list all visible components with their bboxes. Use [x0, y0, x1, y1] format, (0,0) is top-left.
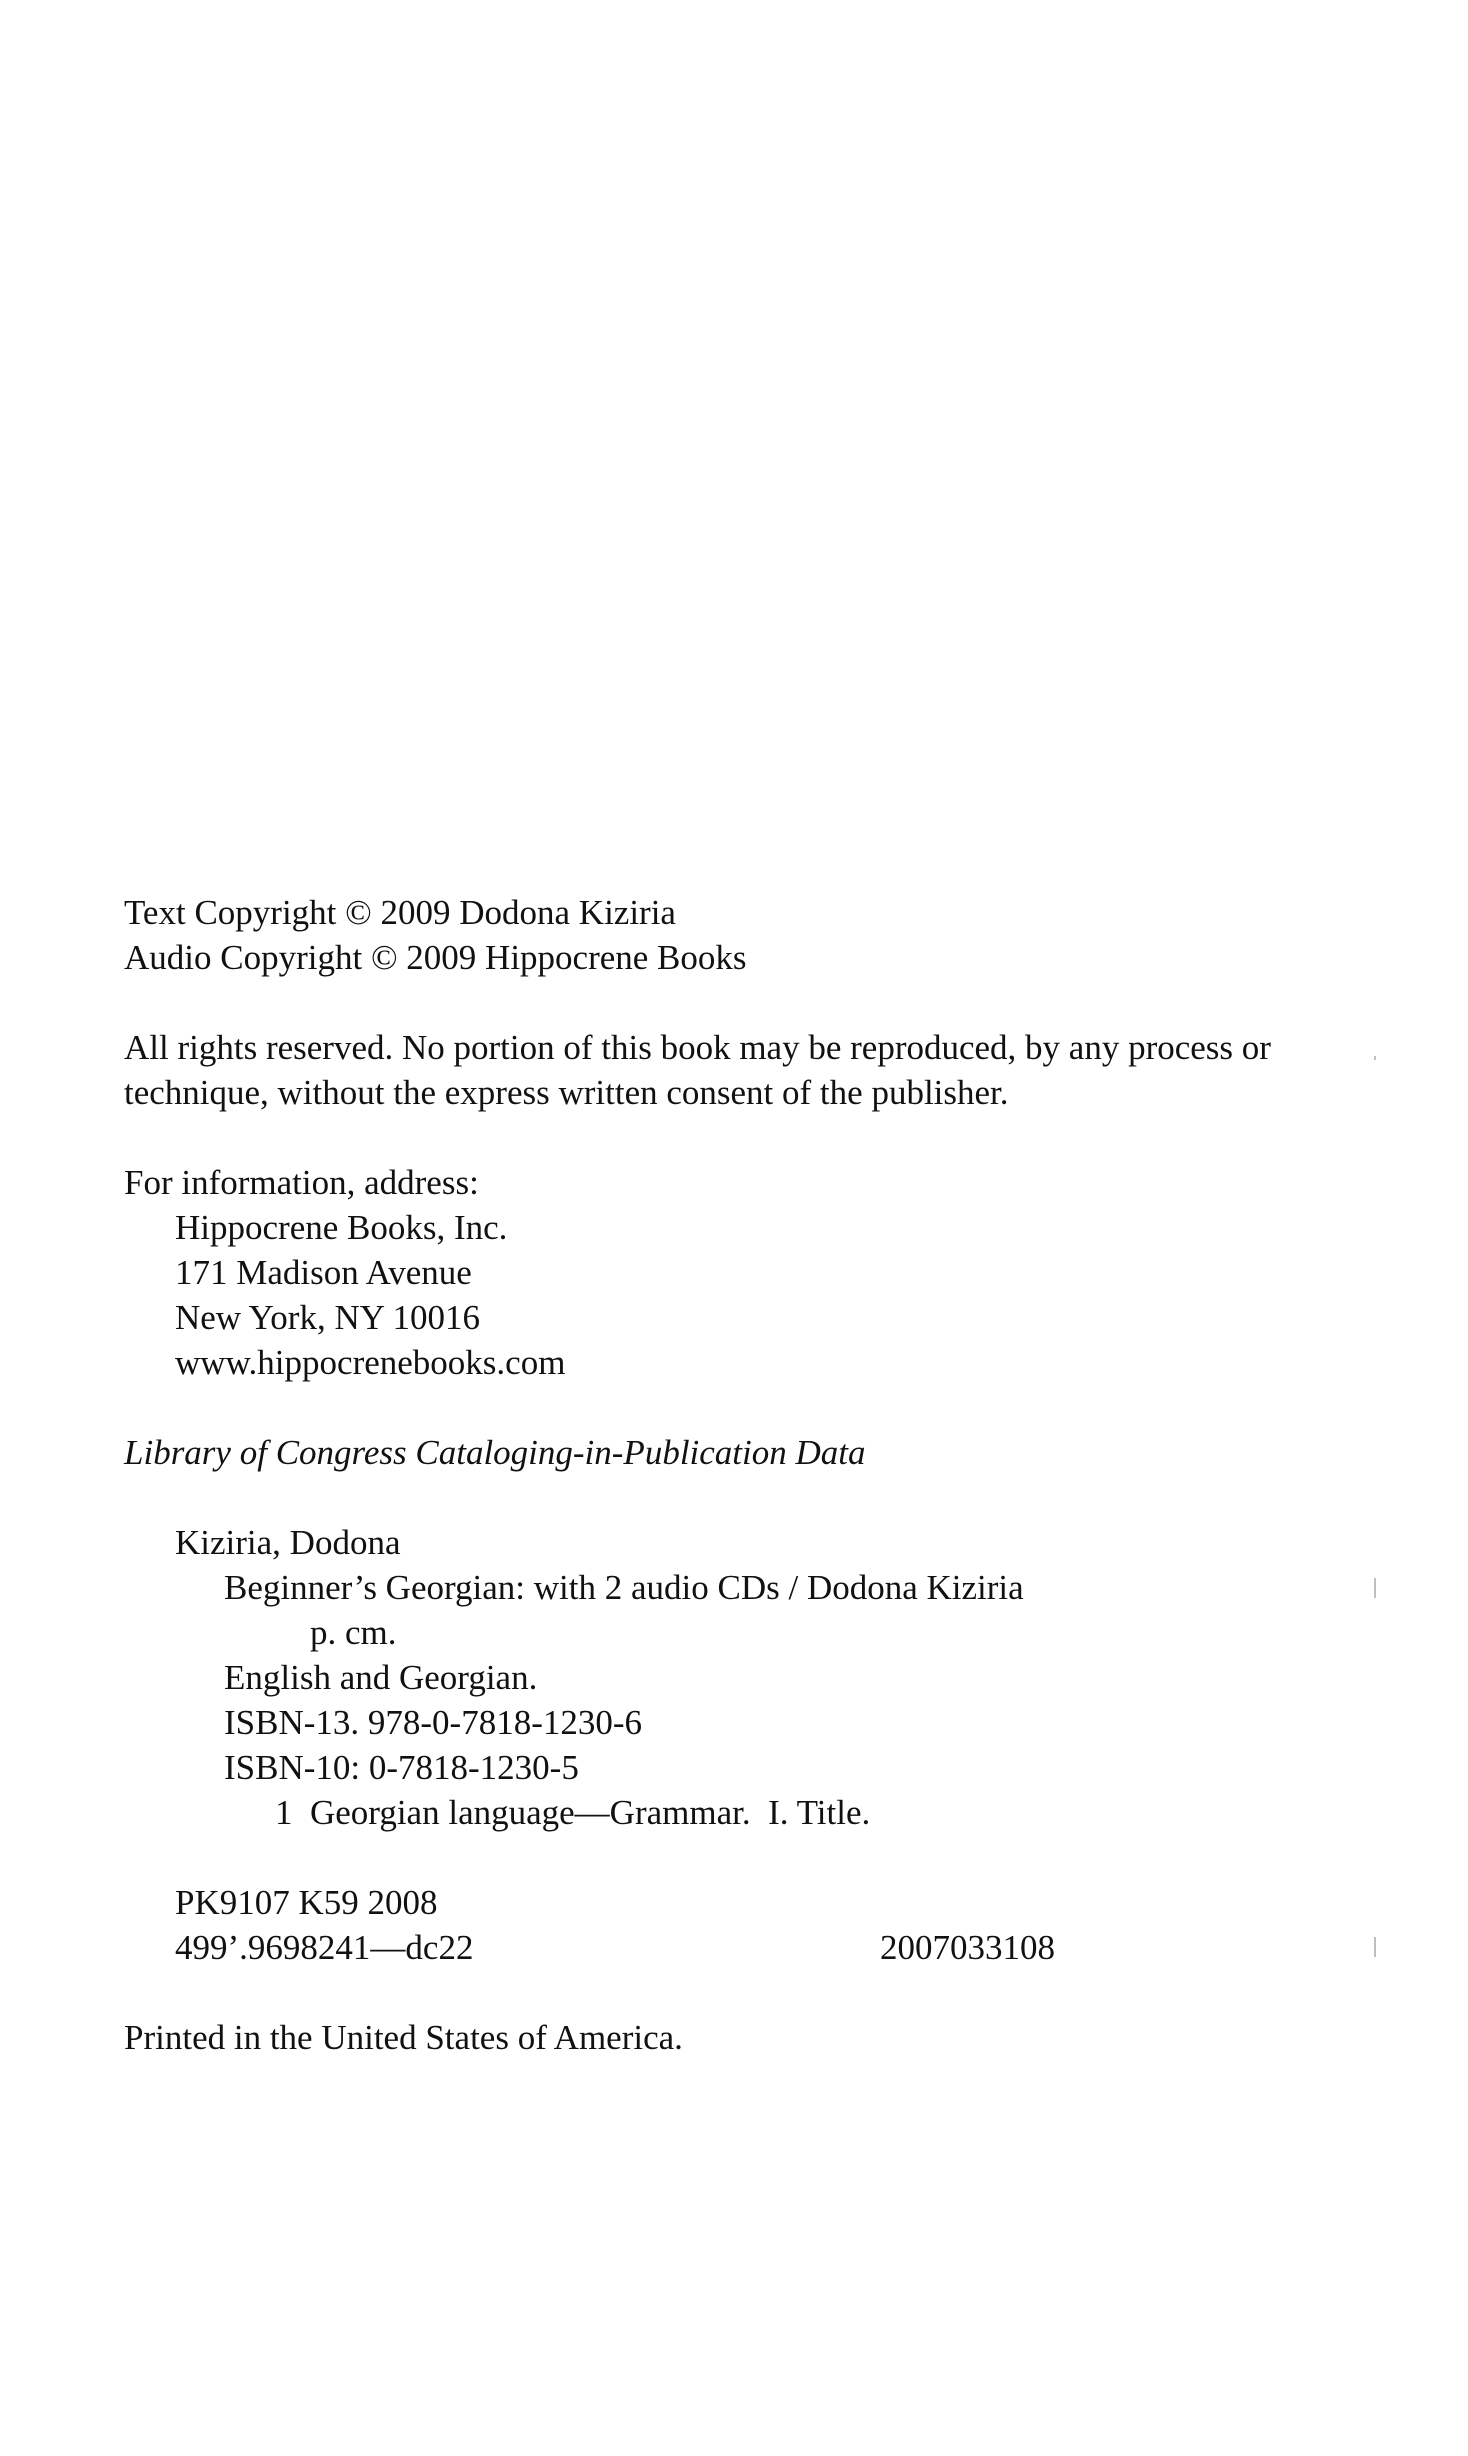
- scan-mark: [1374, 1937, 1376, 1957]
- rights-line-2: technique, without the express written consent of the publisher.: [124, 1073, 1009, 1112]
- cip-author: Kiziria, Dodona: [175, 1523, 401, 1562]
- scan-mark: [1374, 1056, 1376, 1060]
- cip-heading: Library of Congress Cataloging-in-Publication Data: [124, 1433, 866, 1472]
- publisher-city: New York, NY 10016: [175, 1298, 480, 1337]
- publisher-street: 171 Madison Avenue: [175, 1253, 472, 1292]
- cip-lccn: 2007033108: [880, 1928, 1055, 1967]
- cip-title-line: Beginner’s Georgian: with 2 audio CDs / Dodona Kiziria: [224, 1568, 1024, 1607]
- cip-call-number: PK9107 K59 2008: [175, 1883, 438, 1922]
- cip-pages: p. cm.: [310, 1613, 397, 1652]
- cip-dewey: 499’.9698241—dc22: [175, 1928, 474, 1967]
- cip-subject: 1 Georgian language—Grammar. I. Title.: [275, 1793, 871, 1832]
- rights-line-1: All rights reserved. No portion of this book may be reproduced, by any process or: [124, 1028, 1271, 1067]
- scan-mark: [1374, 1578, 1376, 1598]
- info-heading: For information, address:: [124, 1163, 479, 1202]
- cip-language: English and Georgian.: [224, 1658, 538, 1697]
- printed-line: Printed in the United States of America.: [124, 2018, 683, 2057]
- text-copyright-line: Text Copyright © 2009 Dodona Kiziria: [124, 893, 676, 932]
- publisher-website: www.hippocrenebooks.com: [175, 1343, 566, 1382]
- publisher-name: Hippocrene Books, Inc.: [175, 1208, 508, 1247]
- audio-copyright-line: Audio Copyright © 2009 Hippocrene Books: [124, 938, 747, 977]
- cip-isbn10: ISBN-10: 0-7818-1230-5: [224, 1748, 579, 1787]
- cip-isbn13: ISBN-13. 978-0-7818-1230-6: [224, 1703, 643, 1742]
